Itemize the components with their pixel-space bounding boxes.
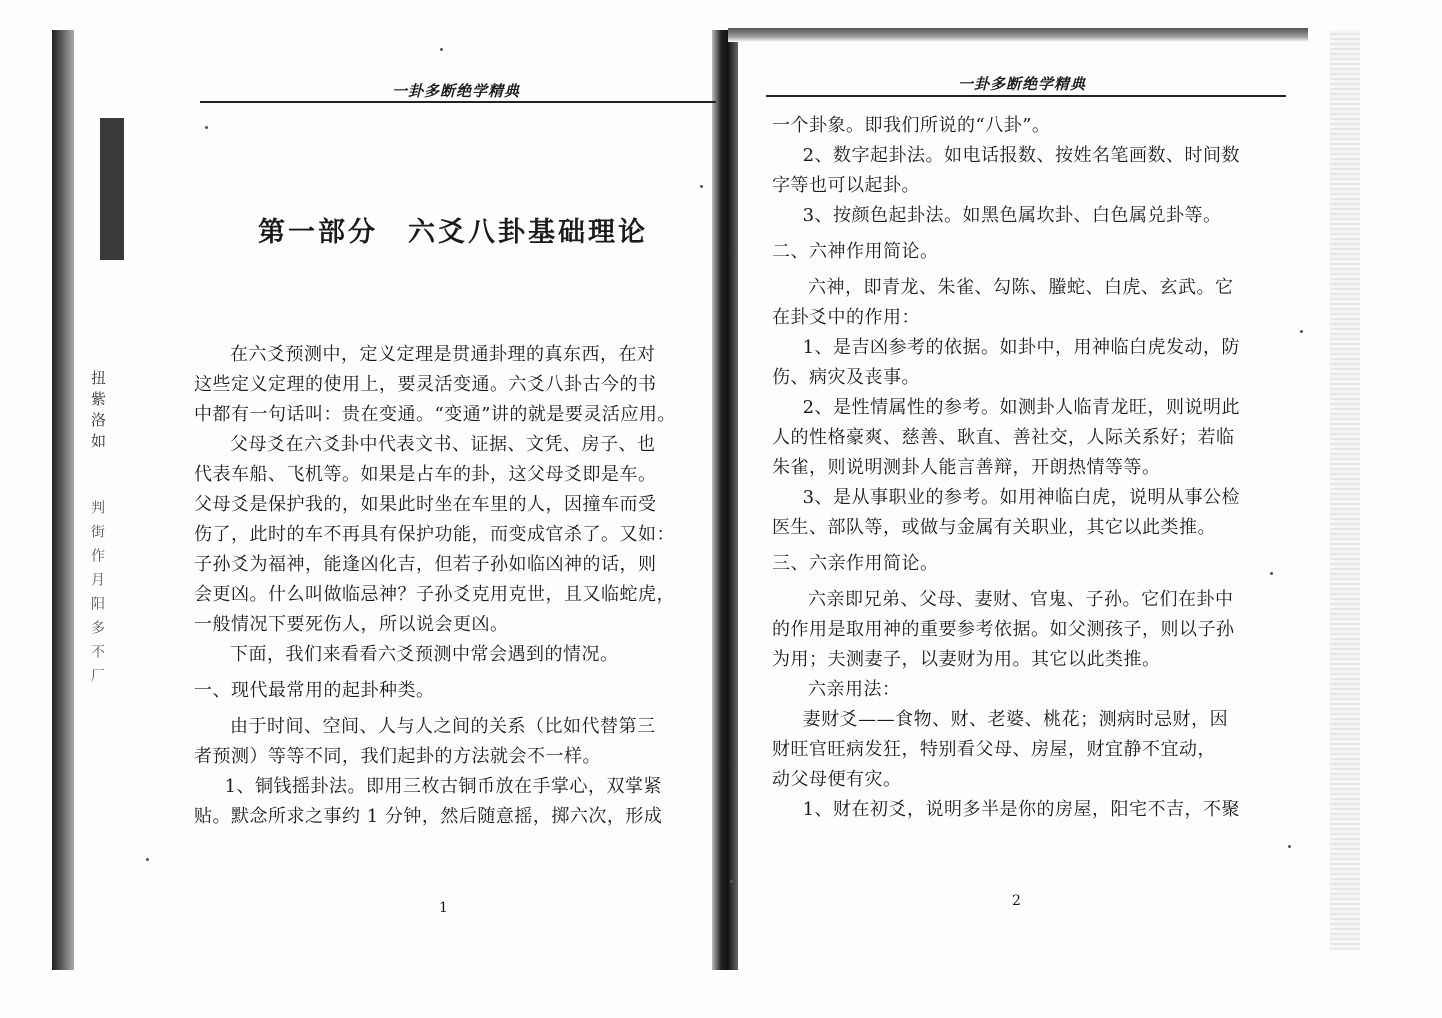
right-page-number: 2 (1012, 893, 1021, 909)
text-line: 字等也可以起卦。 (772, 175, 920, 196)
book-binding-gutter (712, 30, 738, 970)
text-line: 3、按颜色起卦法。如黑色属坎卦、白色属兑卦等。 (802, 205, 1222, 226)
text-line: 伤了，此时的车不再具有保护功能，而变成官杀了。又如： (194, 524, 675, 545)
text-line: 一个卦象。即我们所说的“八卦”。 (772, 115, 1051, 136)
text-line: 伤、病灾及丧事。 (772, 367, 920, 388)
text-line: 1、是吉凶参考的依据。如卦中，用神临白虎发动，防 (802, 337, 1241, 358)
text-line: 父母爻在六爻卦中代表文书、证据、文凭、房子、也 (230, 434, 656, 455)
text-line: 为用；夫测妻子，以妻财为用。其它以此类推。 (772, 649, 1161, 670)
left-margin-vertical-text: 扭紫洛如 (89, 370, 107, 454)
scan-speck (1270, 572, 1273, 575)
text-line: 由于时间、空间、人与人之间的关系（比如代替第三 (230, 716, 656, 737)
text-line: 在卦爻中的作用： (772, 307, 920, 328)
text-line: 朱雀，则说明测卦人能言善辩，开朗热情等等。 (772, 457, 1161, 478)
right-body-text (772, 111, 1292, 825)
text-line: 六神，即青龙、朱雀、勾陈、螣蛇、白虎、玄武。它 (808, 277, 1234, 298)
left-margin-faint-marks: 判街作月阳多不厂 (89, 500, 105, 692)
left-running-header: 一卦多断绝学精典 (392, 82, 521, 100)
text-line: 一般情况下要死伤人，所以说会更凶。 (194, 614, 509, 635)
text-line: 2、数字起卦法。如电话报数、按姓名笔画数、时间数 (802, 145, 1241, 166)
text-line: 2、是性情属性的参考。如测卦人临青龙旺，则说明此 (802, 397, 1241, 418)
right-header-rule (766, 95, 1286, 97)
scan-speck (1288, 845, 1291, 848)
text-line: 妻财爻——食物、财、老婆、桃花；测病时忌财，因 (802, 709, 1229, 730)
text-line: 医生、部队等，或做与金属有关职业，其它以此类推。 (772, 517, 1216, 538)
text-line: 六亲用法： (808, 679, 901, 700)
left-header-rule (200, 101, 716, 103)
text-line: 父母爻是保护我的，如果此时坐在车里的人，因撞车而受 (194, 494, 657, 515)
text-line: 1、铜钱摇卦法。即用三枚古铜币放在手掌心，双掌紧 (224, 776, 663, 797)
scan-speck (440, 48, 443, 51)
scan-speck (146, 858, 149, 861)
text-line: 贴。默念所求之事约 1 分钟，然后随意摇，掷六次，形成 (194, 806, 663, 827)
section-heading: 三、六亲作用简论。 (772, 553, 939, 574)
text-line: 3、是从事职业的参考。如用神临白虎，说明从事公检 (802, 487, 1241, 508)
text-line: 会更凶。什么叫做临忌神？子孙爻克用克世，且又临蛇虎， (194, 584, 675, 605)
text-line: 的作用是取用神的重要参考依据。如父测孩子，则以子孙 (772, 619, 1235, 640)
text-line: 人的性格豪爽、慈善、耿直、善社交，人际关系好；若临 (772, 427, 1235, 448)
text-line: 财旺官旺病发狂，特别看父母、房屋，财宜静不宜动， (772, 739, 1216, 760)
text-line: 子孙爻为福神，能逢凶化吉，但若子孙如临凶神的话，则 (194, 554, 657, 575)
text-line: 中都有一句话叫：贵在变通。“变通”讲的就是要灵活应用。 (194, 404, 676, 425)
scan-speck (700, 185, 703, 188)
text-line: 1、财在初爻，说明多半是你的房屋，阳宅不吉，不聚 (802, 799, 1241, 820)
right-running-header: 一卦多断绝学精典 (958, 75, 1087, 93)
left-margin-smudge (100, 118, 124, 260)
text-line: 这些定义定理的使用上，要灵活变通。六爻八卦古今的书 (194, 374, 657, 395)
scan-speck (1300, 330, 1303, 333)
section-heading: 二、六神作用简论。 (772, 241, 939, 262)
text-line: 者预测）等等不同，我们起卦的方法就会不一样。 (194, 746, 601, 767)
left-body-text (194, 340, 714, 832)
text-line: 代表车船、飞机等。如果是占车的卦，这父母爻即是车。 (194, 464, 657, 485)
right-page-edge (1330, 30, 1360, 950)
text-line: 在六爻预测中，定义定理是贯通卦理的真东西，在对 (230, 344, 656, 365)
top-scan-shadow (728, 28, 1308, 42)
left-page-number: 1 (439, 900, 448, 916)
text-line: 动父母便有灾。 (772, 769, 902, 790)
scan-speck (205, 126, 208, 129)
left-scan-edge (52, 30, 74, 970)
text-line: 六亲即兄弟、父母、妻财、官鬼、子孙。它们在卦中 (808, 589, 1234, 610)
page-title: 第一部分 六爻八卦基础理论 (258, 217, 648, 248)
section-heading: 一、现代最常用的起卦种类。 (194, 680, 435, 701)
scan-speck (730, 880, 733, 883)
text-line: 下面，我们来看看六爻预测中常会遇到的情况。 (230, 644, 619, 665)
